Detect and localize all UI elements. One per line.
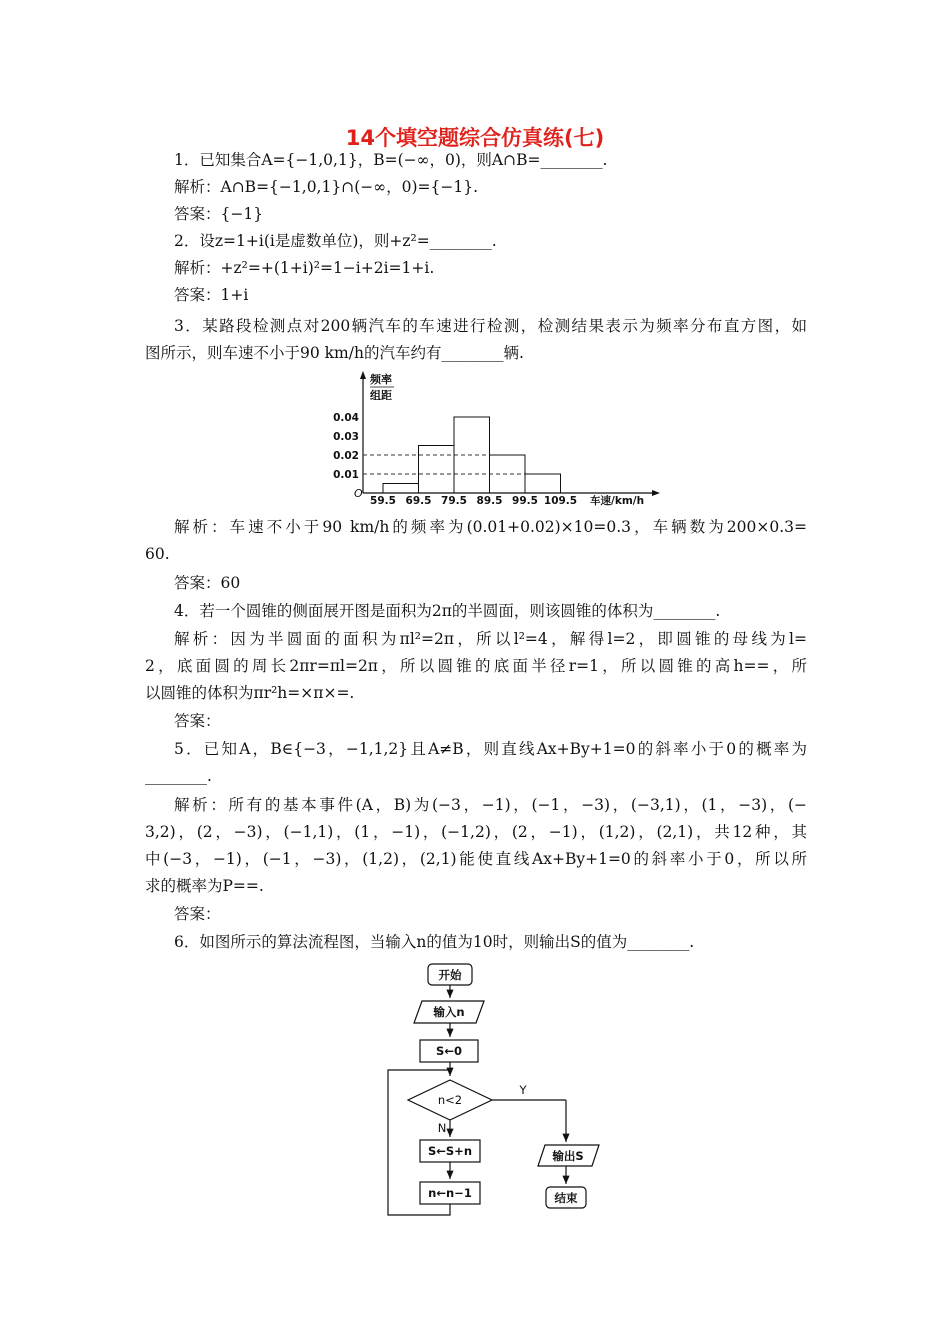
q3-answer: 答案：60 (174, 574, 241, 592)
q1-text: 1．已知集合A={−1,0,1}，B=(−∞，0)，则A∩B=________. (174, 151, 608, 169)
q4-solution-line1: 解析：因为半圆面的面积为πl²=2π，所以l²=4，解得l=2，即圆锥的母线为l= (174, 630, 807, 648)
q3-solution-line2: 60. (145, 545, 170, 563)
q5-text-line2: ________. (145, 767, 212, 785)
q4-answer: 答案： (174, 712, 221, 730)
start-label: 开始 (438, 968, 462, 982)
y-tick-label: 0.01 (333, 469, 359, 481)
x-tick-label: 109.5 (543, 495, 578, 507)
q6-text: 6．如图所示的算法流程图，当输入n的值为10时，则输出S的值为________. (174, 933, 695, 951)
y-label-bottom: 组距 (370, 389, 392, 402)
x-tick-label: 79.5 (441, 495, 467, 507)
y-tick-label: 0.03 (333, 431, 359, 443)
condition-label: n<2 (437, 1093, 463, 1107)
output-label: 输出S (552, 1149, 584, 1163)
q3-text-line1: 3．某路段检测点对200辆汽车的车速进行检测，检测结果表示为频率分布直方图，如 (174, 317, 807, 335)
init-label: S←0 (436, 1044, 462, 1058)
q5-solution-line1: 解析：所有的基本事件(A，B)为(−3，−1)，(−1，−3)，(−3,1)，(1，−3)，(− (174, 796, 807, 814)
update-n-label: n←n−1 (428, 1186, 472, 1200)
end-label: 结束 (554, 1191, 578, 1205)
x-tick-label: 59.5 (370, 495, 396, 507)
origin-label: O (354, 487, 363, 500)
no-label: N (437, 1121, 447, 1135)
yes-label: Y (519, 1083, 527, 1097)
histogram-bar (419, 446, 455, 494)
y-axis-arrow (360, 371, 366, 379)
q4-text: 4．若一个圆锥的侧面展开图是面积为2π的半圆面，则该圆锥的体积为________. (174, 602, 721, 620)
y-label-top: 频率 (370, 373, 392, 386)
x-tick-label: 99.5 (512, 495, 538, 507)
histogram-bar (525, 474, 561, 493)
y-tick-label: 0.02 (333, 450, 359, 462)
q1-solution: 解析：A∩B={−1,0,1}∩(−∞，0)={−1}. (174, 178, 479, 196)
q5-solution-line2: 3,2)，(2，−3)，(−1,1)，(1，−1)，(−1,2)，(2，−1)，(1,2)，(2,1)，共12种，其 (145, 823, 807, 841)
q5-text-line1: 5．已知A，B∈{−3，−1,1,2}且A≠B，则直线Ax+By+1=0的斜率小于0的概率为 (174, 740, 807, 758)
q1-answer: 答案：{−1} (174, 205, 264, 223)
update-s-label: S←S+n (427, 1144, 473, 1158)
frequency-histogram (325, 368, 670, 510)
y-tick-label: 0.04 (333, 412, 359, 424)
x-tick-label: 89.5 (476, 495, 503, 507)
algorithm-flowchart (380, 960, 610, 1220)
q5-solution-line4: 求的概率为P==. (145, 877, 264, 895)
x-axis-arrow (652, 490, 660, 496)
q3-solution-line1: 解析：车速不小于90 km/h的频率为(0.01+0.02)×10=0.3，车辆数为200×0.3= (174, 518, 807, 536)
page-title: 14个填空题综合仿真练(七) (345, 126, 605, 150)
q5-answer: 答案： (174, 905, 221, 923)
q2-text: 2．设z=1+i(i是虚数单位)，则+z²=________. (174, 232, 497, 250)
q4-solution-line2: 2，底面圆的周长2πr=πl=2π，所以圆锥的底面半径r=1，所以圆锥的高h==，所 (145, 657, 807, 675)
histogram-bar (383, 484, 419, 494)
input-label: 输入n (433, 1005, 465, 1019)
q5-solution-line3: 中(−3，−1)，(−1，−3)，(1,2)，(2,1)能使直线Ax+By+1=0的斜率小于0，所以所 (145, 850, 807, 868)
q4-solution-line3: 以圆锥的体积为πr²h=×π×=. (145, 684, 355, 702)
x-tick-label: 69.5 (405, 495, 432, 507)
q2-solution: 解析：+z²=+(1+i)²=1−i+2i=1+i. (174, 259, 435, 277)
q3-text-line2: 图所示，则车速不小于90 km/h的汽车约有________辆. (145, 344, 524, 362)
x-axis-label: 车速/km/h (590, 495, 645, 507)
q2-answer: 答案：1+i (174, 286, 249, 304)
